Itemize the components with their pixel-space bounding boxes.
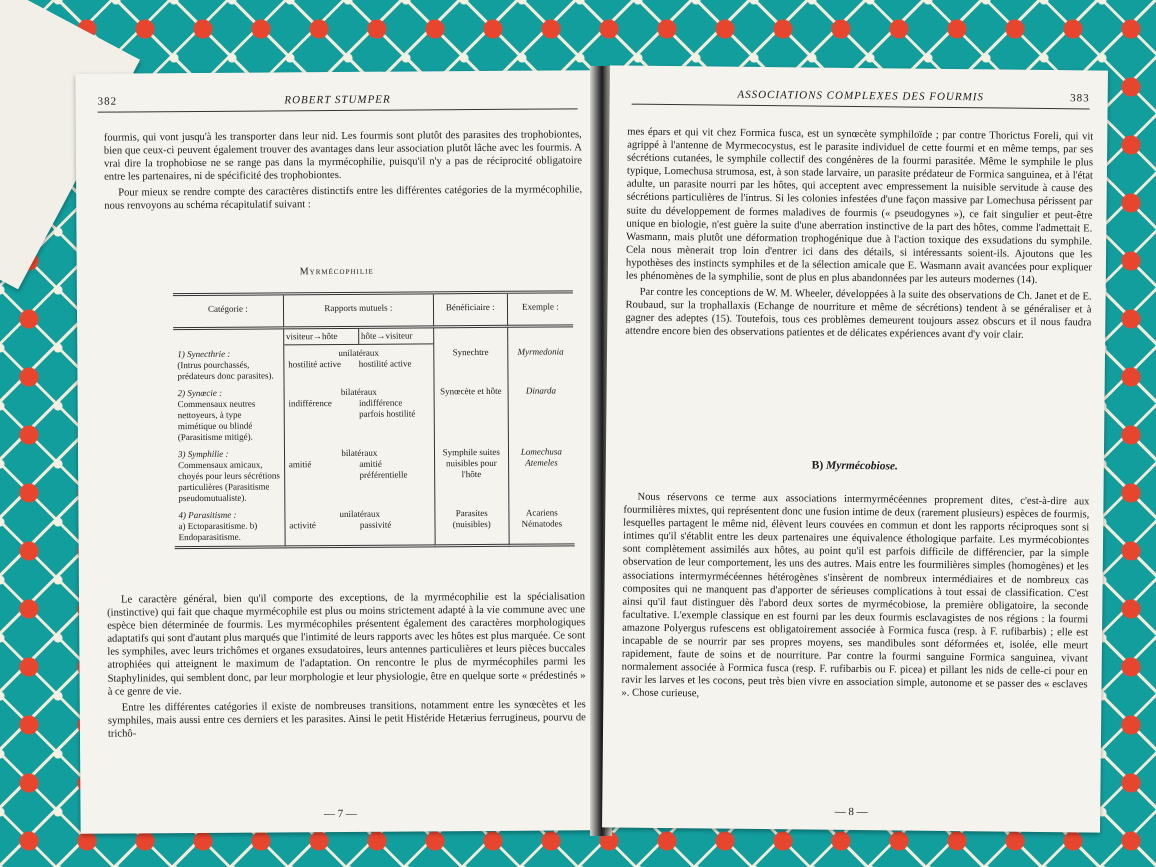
left-top-text [104, 128, 583, 216]
col-header: Bénéficiaire : [433, 292, 507, 327]
right-page-number: 383 [1070, 92, 1090, 105]
category-name: 1) Synecthrie : [177, 348, 231, 360]
category-name: 4) Parasitisme : [178, 509, 237, 521]
section-title: Myrmécobiose. [826, 459, 898, 473]
paragraph: mes épars et qui vit chez Formica fusca, est un synœcète symphiloïde ; par contre Thorictus Foreli, qui vit agrippé à l'antenne de Myrmecocystus, est le parasite individuel de cette fourmi et en même temps, par ses sécrétions cutanées, le symphile collectif des congénères de la fourmi parasitée. Même le symphile le plus typique, Lomechusa strumosa, est, à son stade larvaire, un parasite prédateur de Formica sanguinea, et à l'état adulte, un parasite nourri par les hôtes, qui acceptent avec empressement la nuisible servitude à cause des sécrétions particulières de l'intrus. Si les colonies infestées d'une façon massive par Lomechusa périssent par suite du développement de formes maladives de fourmis (« pseudogynes »), ce fait singulier et peut-être unique en biologie, n'est guère la suite d'une aberration instinctive de la part des hôtes, comme l'admettait E. Wasmann, mais plutôt une déformation trophogénique due à l'action toxique des exsudations du symphile. Cela nous mènerait trop loin d'entrer ici dans des détails, si intéressants soient-ils. Ajoutons que les hypothèses des instincts symphiles et de la sélection amicale que E. Wasmann avait avancées pour expliquer les phénomènes de la symphilie, sont de plus en plus abandonnées par les auteurs modernes (14). [625, 126, 1094, 286]
subheader: hôte→visiteur [358, 328, 433, 344]
paragraph: Le caractère général, bien qu'il comporte des exceptions, de la myrmécophilie est la spécialisation (instinctive) qui fait que chaque myrmécophile est plus ou moins strictement adapté à la vie commune avec une espèce bien déterminée de fourmis. Les myrmécophiles présentent également des caractères morphologiques adaptatifs qui sont d'autant plus marqués que l'intimité de leurs rapports avec les hôtes est plus marquée. Ce sont les symphiles, avec leurs trichômes et organes exsudatoires, leurs antennes particulières et leurs pièces buccales atrophiées qui atteignent le maximum de l'adaptation. On rencontre le plus de myrmécophiles parmi les Staphylinides, qui semblent donc, par leur morphologie et leur physiologie, être en quelque sorte « prédestinés » à ce genre de vie. [107, 591, 586, 698]
beneficiary: Symphile suites nuisibles pour l'hôte [434, 444, 508, 506]
host-visitor: amitié préférentielle [359, 458, 408, 480]
category-desc: Commensaux neutres nettoyeurs, à type mimétique ou blindé (Parasitisme mitigé). [177, 398, 256, 443]
table-row [174, 443, 574, 507]
example: Acariens Nématodes [509, 504, 575, 545]
left-running-title: ROBERT STUMPER [284, 93, 391, 107]
category-desc: (Intrus pourchassés, prédateurs donc parasites). [177, 359, 274, 382]
table-title: Myrmécophilie [299, 265, 374, 278]
left-bottom-text [107, 590, 586, 743]
right-page [602, 65, 1108, 832]
category-desc: Commensaux amicaux, choyés pour leurs sécrétions particulières (Parasitisme pseudomutualiste). [178, 459, 280, 504]
paragraph: fourmis, qui vont jusqu'à les transporter dans leur nid. Les fourmis sont plutôt des parasites des trophobiontes, bien que ceux-ci peuvent également trouver des avantages dans leur association plutôt lâche avec les fourmis. A vrai dire la trophobiose ne se range pas dans la myrmécophilie, puisqu'il n'y a pas de réciprocité obligatoire entre les partenaires, ni de spécificité des trophobiontes. [103, 129, 583, 183]
col-header: Exemple : [507, 292, 573, 326]
visitor-host: amitié [288, 459, 312, 470]
paragraph: Pour mieux se rendre compte des caractères distinctifs entre les différentes catégories de la myrmécophilie, nous renvoyons au schéma récapitulatif suivant : [104, 184, 583, 213]
paragraph: Nous réservons ce terme aux associations intermyrmécéennes proprement dites, c'est-à-dire aux fourmilières mixtes, qui représentent donc une fusion intime de deux (rarement plusieurs) espèces de fourmis, lesquelles partagent le même nid, élèvent leurs couvées en commun et dont les rapports réciproques sont si intimes qu'il s'établit entre les deux partenaires une équivalence éthologique parfaite. Les myrmécobiontes sont complètement assimilés aux hôtes, au point qu'il est parfois difficile de différencier, par la simple observation de leur comportement, les uns des autres. Mais entre les fourmilières simples (homogènes) et les associations intermyrmécéennes hétérogènes s'insèrent de nombreux intermédiaires et de nombreux cas composites qui ne manquent pas d'apporter de sérieuses complications à tout essai de classification. C'est ainsi qu'il faut distinguer dès l'abord deux sortes de myrmécobiose, la première obligatoire, la seconde facultative. L'exemple classique en est fourni par les deux fourmis esclavagistes de nos régions : la fourmi amazone Polyergus rufescens est obligatoirement associée à Formica fusca (resp. à F. rufibarbis) ; elle est incapable de se nourrir par ses propres moyens, ses mandibules sont déformées et, isolée, elle meurt rapidement, faute de soins et de nourriture. Par contre la fourmi sanguine Formica sanguinea, vivant normalement associée à Formica fusca (resp. F. rufibarbis ou F. picea) et pillant les nids de celle-ci pour en ravir les larves et les cocons, peut très bien vivre en association simple, autonome et se passer des « esclaves ». Chose curieuse, [621, 491, 1090, 700]
right-running-head [632, 88, 1090, 110]
relation: unilatéraux [339, 508, 381, 519]
category-desc: a) Ectoparasitisme. b) Endoparasitisme. [178, 520, 258, 543]
table-row [174, 504, 574, 547]
example: Myrmedonia [507, 343, 573, 382]
myrmecophilie-table [173, 290, 575, 549]
table-row [173, 343, 573, 385]
visitor-host: activité [289, 520, 316, 531]
relation: unilatéraux [338, 347, 379, 358]
table-row [174, 382, 574, 446]
col-header [283, 293, 433, 328]
paragraph: Entre les différentes catégories il existe de nombreuses transitions, notamment entre les synœcètes et les symphiles, mais aussi entre ces derniers et les parasites. Ainsi le petit Histéride Hetærius ferrugineus, pourvu de trichô- [107, 699, 586, 740]
right-top-text [625, 126, 1093, 346]
visitor-host: indifférence [288, 398, 332, 409]
left-running-head [98, 92, 578, 112]
paragraph: Par contre les conceptions de W. M. Wheeler, développées à la suite des observations de Ch. Janet et de E. Roubaud, sur la trophallaxis (Echange de nourriture et même de sécrétions) tendent à se généraliser et à gagner des adeptes (15). Toutefois, tous ces problèmes demeurent toujours assez obscurs et il nous faudra attendre encore bien des observations patientes et de délicates expériences avant d'y voir clair. [625, 286, 1092, 342]
col-header: Catégorie : [173, 294, 284, 329]
right-bottom-text [621, 491, 1089, 708]
example: Dinarda [508, 382, 574, 443]
col-header-label: Rapports mutuels : [324, 302, 393, 314]
example: Lomechusa Atemeles [508, 443, 574, 504]
category-name: 2) Synœcie : [177, 387, 223, 399]
right-running-title: ASSOCIATIONS COMPLEXES DES FOURMIS [737, 88, 985, 104]
host-visitor: hostilité active [358, 358, 412, 369]
relation: bilatéraux [340, 386, 377, 397]
visitor-host: hostilité active [288, 358, 341, 370]
left-page [75, 70, 600, 834]
category-name: 3) Symphilie : [177, 448, 229, 460]
left-page-number: 382 [97, 95, 118, 108]
beneficiary: Synechtre [434, 344, 508, 384]
left-page-footer: — 7 — [323, 807, 358, 821]
relation: bilatéraux [341, 447, 378, 458]
right-page-footer: — 8 — [834, 805, 868, 819]
beneficiary: Synœcète et hôte [434, 383, 508, 445]
beneficiary: Parasites (nuisibles) [435, 505, 509, 546]
host-visitor: indifférence parfois hostilité [358, 397, 416, 419]
host-visitor: passivité [359, 519, 392, 530]
subheader: visiteur→hôte [285, 331, 338, 342]
section-prefix: B) [811, 459, 824, 472]
section-heading [606, 457, 1104, 474]
